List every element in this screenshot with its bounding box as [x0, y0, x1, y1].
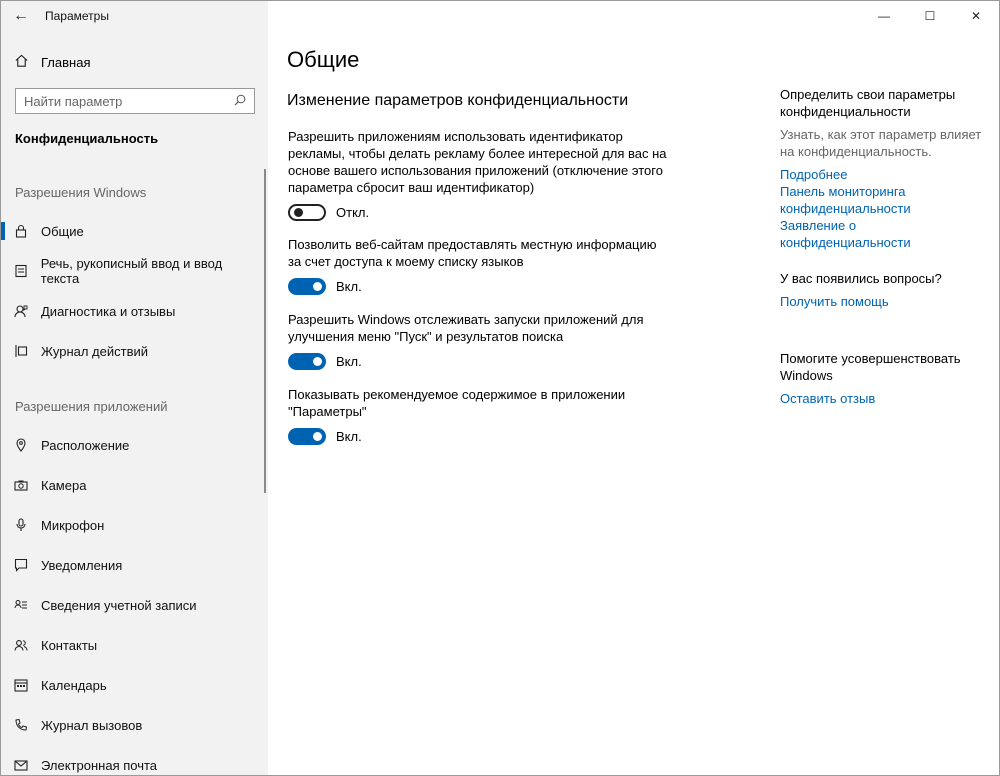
nav-item-call-history[interactable]	[1, 707, 263, 743]
privacy-heading: Определить свои параметры конфиденциальности	[780, 87, 956, 119]
advertising-id-toggle[interactable]	[288, 204, 326, 221]
app-launch-tracking-toggle[interactable]	[288, 353, 326, 370]
contacts-icon	[1, 638, 41, 652]
nav-item-label: Речь, рукописный ввод и ввод текста	[40, 256, 223, 286]
window-title: Параметры	[45, 9, 109, 23]
back-arrow-icon: ←	[13, 7, 29, 24]
search-input[interactable]	[24, 94, 234, 109]
minimize-button[interactable]	[861, 1, 907, 31]
toggle-state-label: Вкл.	[336, 279, 362, 294]
sidebar	[1, 1, 268, 776]
setting-description: Разрешить Windows отслеживать запуски приложений для улучшения меню "Пуск" и результатов поиска	[288, 312, 644, 344]
toggle-state-label: Вкл.	[336, 429, 362, 444]
notification-icon	[1, 558, 41, 572]
privacy-text: Узнать, как этот параметр влияет на конфиденциальность.	[780, 127, 982, 159]
nav-item-label: Журнал вызовов	[41, 717, 143, 733]
get-help-link[interactable]: Получить помощь	[780, 294, 889, 309]
window-controls	[861, 1, 999, 31]
nav-item-label: Электронная почта	[41, 757, 158, 773]
nav-item-label: Журнал действий	[41, 343, 149, 359]
maximize-button[interactable]	[907, 1, 953, 31]
search-icon[interactable]	[234, 94, 246, 109]
section-heading: Конфиденциальность	[15, 131, 159, 146]
nav-item-activity-history[interactable]	[1, 333, 263, 369]
minimize-icon: —	[878, 9, 890, 23]
nav-item-label: Календарь	[41, 677, 107, 693]
nav-item-microphone[interactable]	[1, 507, 263, 543]
nav-item-camera[interactable]	[1, 467, 263, 503]
language-list-toggle[interactable]	[288, 278, 326, 295]
group-title-windows: Разрешения Windows	[15, 185, 147, 200]
section-subheading: Изменение параметров конфиденциальности	[287, 92, 629, 109]
nav-item-diagnostics[interactable]	[1, 293, 263, 329]
nav-item-email[interactable]	[1, 747, 263, 776]
setting-description: Разрешить приложениям использовать идентификатор рекламы, чтобы делать рекламу более интересной для вас на основе вашего использования приложений (отключение этого параметра сбросит ваш идентификатор)	[288, 129, 667, 195]
maximize-icon: ☐	[924, 9, 936, 23]
email-icon	[1, 758, 41, 772]
toggle-row	[288, 204, 668, 221]
nav-item-location[interactable]	[1, 427, 263, 463]
nav-item-label: Общие	[41, 223, 84, 239]
group-title-apps: Разрешения приложений	[15, 399, 168, 414]
setting-language-list	[288, 236, 668, 295]
setting-advertising-id	[288, 128, 668, 221]
nav-item-general[interactable]	[1, 213, 263, 249]
lock-icon	[1, 224, 41, 238]
nav-item-notifications[interactable]	[1, 547, 263, 583]
setting-suggested-content	[288, 386, 668, 445]
microphone-icon	[1, 518, 41, 532]
calendar-icon	[1, 678, 41, 692]
timeline-icon	[1, 344, 41, 358]
questions-heading: У вас появились вопросы?	[780, 271, 942, 286]
setting-description: Показывать рекомендуемое содержимое в приложении "Параметры"	[288, 387, 626, 419]
toggle-state-label: Вкл.	[336, 354, 362, 369]
sidebar-scrollbar[interactable]	[264, 169, 266, 493]
improve-heading: Помогите усовершенствовать Windows	[780, 351, 961, 383]
suggested-content-toggle[interactable]	[288, 428, 326, 445]
privacy-options-panel	[780, 86, 990, 251]
nav-item-label: Микрофон	[41, 517, 105, 533]
setting-app-launch-tracking	[288, 311, 668, 370]
home-icon	[1, 53, 41, 72]
camera-icon	[1, 478, 41, 492]
learn-more-link[interactable]: Подробнее	[780, 167, 848, 182]
toggle-knob	[313, 282, 322, 291]
nav-item-speech[interactable]	[1, 253, 263, 289]
toggle-knob	[313, 432, 322, 441]
home-label: Главная	[41, 54, 91, 70]
close-icon: ✕	[970, 9, 982, 23]
title-bar	[1, 1, 268, 31]
nav-item-label: Расположение	[41, 437, 130, 453]
give-feedback-link[interactable]: Оставить отзыв	[780, 391, 876, 406]
nav-item-label: Контакты	[41, 637, 98, 653]
help-panel	[780, 270, 990, 310]
toggle-knob	[294, 208, 303, 217]
nav-item-label: Уведомления	[41, 557, 123, 573]
nav-item-label: Сведения учетной записи	[41, 597, 197, 613]
privacy-dashboard-link[interactable]: Панель мониторинга конфиденциальности	[780, 184, 911, 216]
nav-item-calendar[interactable]	[1, 667, 263, 703]
nav-item-label: Камера	[41, 477, 87, 493]
call-history-icon	[1, 718, 41, 732]
toggle-row	[288, 353, 668, 370]
feedback-panel	[780, 350, 990, 407]
feedback-icon	[1, 304, 41, 318]
location-icon	[1, 438, 41, 452]
toggle-row	[288, 278, 668, 295]
privacy-statement-link[interactable]: Заявление о конфиденциальности	[780, 218, 911, 250]
back-button[interactable]	[1, 1, 41, 31]
search-box[interactable]	[15, 88, 255, 114]
toggle-state-label: Откл.	[336, 205, 370, 220]
page-title: Общие	[287, 47, 360, 72]
nav-item-label: Диагностика и отзывы	[41, 303, 176, 319]
toggle-knob	[313, 357, 322, 366]
pen-icon	[1, 264, 41, 278]
account-info-icon	[1, 598, 41, 612]
close-button[interactable]	[953, 1, 999, 31]
setting-description: Позволить веб-сайтам предоставлять местную информацию за счет доступа к моему списку языков	[288, 237, 657, 269]
home-nav[interactable]	[1, 47, 268, 77]
nav-item-contacts[interactable]	[1, 627, 263, 663]
nav-item-account-info[interactable]	[1, 587, 263, 623]
toggle-row	[288, 428, 668, 445]
